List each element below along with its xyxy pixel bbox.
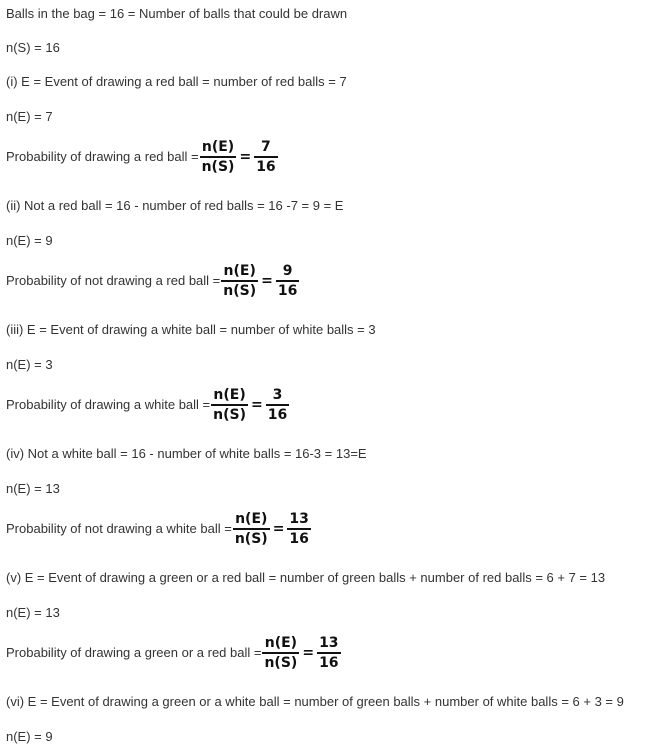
fraction-numerator: 13 [319,635,339,651]
fraction-denominator: n(S) [264,655,298,671]
equals-sign: = [251,397,263,413]
fraction-numerator: 9 [282,263,293,279]
probability-label: Probability of drawing a white ball = [6,397,211,412]
fraction-denominator: n(S) [213,407,246,423]
part-iv-probability [6,511,312,547]
sample-space-count: n(S) = 16 [6,40,60,55]
part-v-event: (v) E = Event of drawing a green or a red ball = number of green balls + number of red balls = 6 + 7 = 13 [6,570,606,585]
part-iii-count: n(E) = 3 [6,357,53,372]
fraction-denominator: 16 [277,283,298,299]
fraction-result [287,511,310,547]
fraction-result [317,635,340,671]
part-ii-event: (ii) Not a red ball = 16 - number of red balls = 16 -7 = 9 = E [6,198,344,213]
fraction-denominator: 16 [289,531,309,547]
equals-sign: = [272,521,285,537]
part-i-count: n(E) = 7 [6,109,53,124]
part-v-count: n(E) = 13 [6,605,60,620]
fraction-denominator: 16 [267,407,288,423]
equals-sign: = [261,273,273,289]
fraction-formula [221,263,258,299]
probability-label: Probability of not drawing a red ball = [6,273,221,288]
part-i-event: (i) E = Event of drawing a red ball = number of red balls = 7 [6,74,347,89]
fraction-numerator: 3 [272,387,283,403]
fraction-denominator: 16 [319,655,339,671]
equals-sign: = [239,149,252,165]
fraction-numerator: 7 [261,139,271,155]
fraction-denominator: n(S) [223,283,257,299]
fraction-denominator: n(S) [234,531,268,547]
part-iv-event: (iv) Not a white ball = 16 - number of white balls = 16-3 = 13=E [6,446,367,461]
fraction-result [266,387,289,423]
fraction-result [276,263,299,299]
fraction-numerator: n(E) [201,139,235,155]
part-i-probability [6,139,279,175]
part-v-probability [6,635,342,671]
part-ii-probability [6,263,300,299]
bag-statement: Balls in the bag = 16 = Number of balls that could be drawn [6,6,348,21]
part-vi-event: (vi) E = Event of drawing a green or a white ball = number of green balls + number of white balls = 6 + 3 = 9 [6,694,624,709]
fraction-numerator: n(E) [235,511,268,527]
fraction-numerator: n(E) [264,635,298,651]
fraction-formula [200,139,237,175]
fraction-denominator: 16 [256,159,276,175]
part-iii-probability [6,387,290,423]
part-vi-count: n(E) = 9 [6,729,53,744]
probability-label: Probability of not drawing a white ball = [6,521,232,536]
part-iii-event: (iii) E = Event of drawing a white ball = number of white balls = 3 [6,322,376,337]
equals-sign: = [302,645,315,661]
fraction-formula [262,635,299,671]
fraction-numerator: n(E) [223,263,256,279]
fraction-formula [233,511,270,547]
fraction-denominator: n(S) [201,159,235,175]
fraction-numerator: n(E) [213,387,246,403]
probability-label: Probability of drawing a red ball = [6,149,199,164]
part-iv-count: n(E) = 13 [6,481,60,496]
probability-label: Probability of drawing a green or a red ball = [6,645,262,660]
fraction-numerator: 13 [289,511,309,527]
fraction-formula [211,387,248,423]
part-ii-count: n(E) = 9 [6,233,53,248]
fraction-result [254,139,277,175]
